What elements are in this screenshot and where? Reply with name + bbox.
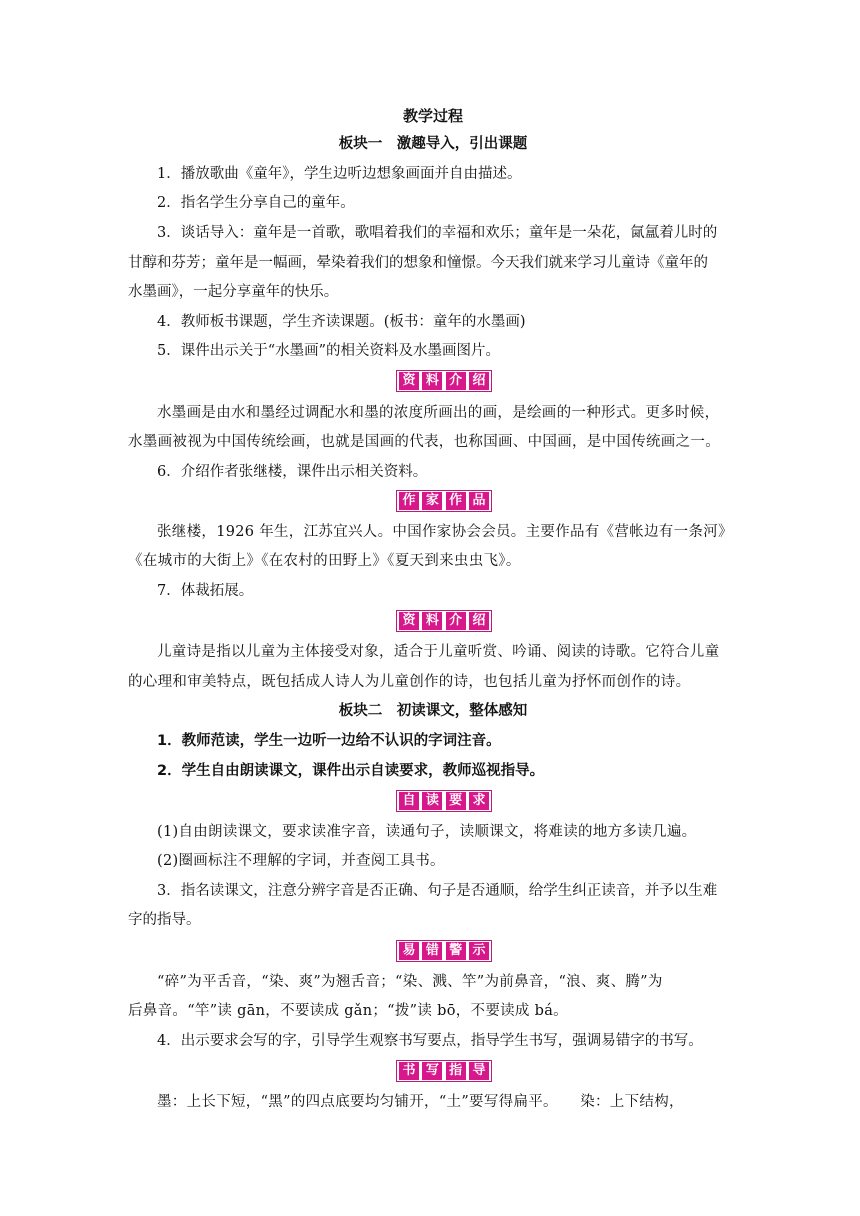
- badge-char: 料: [422, 612, 442, 630]
- paragraph: 3．谈话导入：童年是一首歌，歌唱着我们的幸福和欢乐；童年是一朵花，氤氲着儿时的: [157, 225, 718, 241]
- badge-char: 料: [422, 372, 442, 390]
- paragraph: 甘醇和芬芳；童年是一幅画，晕染着我们的想象和憧憬。今天我们就来学习儿童诗《童年的: [128, 255, 708, 271]
- badge-char: 求: [469, 792, 489, 810]
- badge-char: 介: [446, 612, 466, 630]
- paragraph: 水墨画》，一起分享童年的快乐。: [128, 284, 339, 300]
- badge-char: 作: [399, 492, 419, 510]
- info-text: (2)圈画标注不理解的字词，并查阅工具书。: [157, 853, 445, 869]
- badge-char: 绍: [469, 612, 489, 630]
- paragraph: 字的指导。: [128, 912, 201, 928]
- paragraph: 5．课件出示关于“水墨画”的相关资料及水墨画图片。: [157, 343, 501, 359]
- badge-char: 要: [446, 792, 466, 810]
- page-title: 教学过程: [402, 107, 463, 125]
- badge-char: 书: [399, 1062, 419, 1080]
- info-text: 后鼻音。“竿”读 gān，不要读成 gǎn；“拨”读 bō，不要读成 bá。: [128, 1003, 568, 1019]
- badge-ziliao-jieshao: [396, 610, 492, 632]
- paragraph: 1．播放歌曲《童年》，学生边听边想象画面并自由描述。: [157, 166, 522, 182]
- badge-ziliao-jieshao: [396, 370, 492, 392]
- badge-char: 资: [399, 372, 419, 390]
- paragraph: 2．学生自由朗读课文，课件出示自读要求，教师巡视指导。: [157, 763, 545, 779]
- section-heading-2: 板块二 初读课文，整体感知: [338, 703, 528, 719]
- badge-char: 家: [422, 492, 442, 510]
- paragraph: 1．教师范读，学生一边听一边给不认识的字词注音。: [157, 733, 501, 749]
- badge-char: 介: [446, 372, 466, 390]
- badge-char: 读: [422, 792, 442, 810]
- badge-char: 导: [469, 1062, 489, 1080]
- badge-char: 指: [446, 1062, 466, 1080]
- badge-char: 品: [469, 492, 489, 510]
- badge-char: 警: [446, 942, 466, 960]
- badge-zidu-yaoqiu: [396, 790, 492, 812]
- paragraph: 6．介绍作者张继楼，课件出示相关资料。: [157, 464, 428, 480]
- badge-shuxie-zhidao: [396, 1060, 492, 1082]
- paragraph: 7．体裁拓展。: [157, 583, 254, 599]
- badge-zuojia-zuopin: [396, 490, 492, 512]
- paragraph: 4．出示要求会写的字，引导学生观察书写要点，指导学生书写，强调易错字的书写。: [157, 1033, 703, 1049]
- badge-char: 易: [399, 942, 419, 960]
- badge-char: 作: [446, 492, 466, 510]
- badge-char: 写: [422, 1062, 442, 1080]
- info-text: 水墨画被视为中国传统绘画，也就是国画的代表，也称国画、中国画，是中国传统画之一。: [128, 434, 720, 450]
- badge-char: 绍: [469, 372, 489, 390]
- info-text: “碎”为平舌音，“染、爽”为翘舌音；“染、溅、竿”为前鼻音，“浪、爽、腾”为: [157, 974, 663, 990]
- info-text: 《在城市的大街上》《在农村的田野上》《夏天到来虫虫飞》。: [128, 553, 521, 569]
- badge-char: 自: [399, 792, 419, 810]
- paragraph: 4．教师板书课题，学生齐读课题。(板书：童年的水墨画): [157, 314, 526, 330]
- info-text: 儿童诗是指以儿童为主体接受对象，适合于儿童听赏、吟诵、阅读的诗歌。它符合儿童: [157, 644, 720, 660]
- section-heading-1: 板块一 激趣导入，引出课题: [338, 136, 528, 152]
- info-text: 墨：上长下短，“黑”的四点底要均匀铺开，“土”要写得扁平。 染：上下结构，: [157, 1094, 684, 1110]
- badge-yicuo-jingshi: [396, 940, 492, 962]
- paragraph: 2．指名学生分享自己的童年。: [157, 195, 355, 211]
- info-text: 的心理和审美特点，既包括成人诗人为儿童创作的诗，也包括儿童为抒怀而创作的诗。: [128, 674, 691, 690]
- info-text: (1)自由朗读课文，要求读准字音，读通句子，读顺课文，将难读的地方多读几遍。: [157, 824, 697, 840]
- badge-char: 错: [422, 942, 442, 960]
- paragraph: 3．指名读课文，注意分辨字音是否正确、句子是否通顺，给学生纠正读音，并予以生难: [157, 883, 718, 899]
- badge-char: 资: [399, 612, 419, 630]
- info-text: 水墨画是由水和墨经过调配水和墨的浓度所画出的画，是绘画的一种形式。更多时候，: [157, 405, 720, 421]
- info-text: 张继楼，1926 年生，江苏宜兴人。中国作家协会会员。主要作品有《营帐边有一条河》: [157, 524, 733, 540]
- badge-char: 示: [469, 942, 489, 960]
